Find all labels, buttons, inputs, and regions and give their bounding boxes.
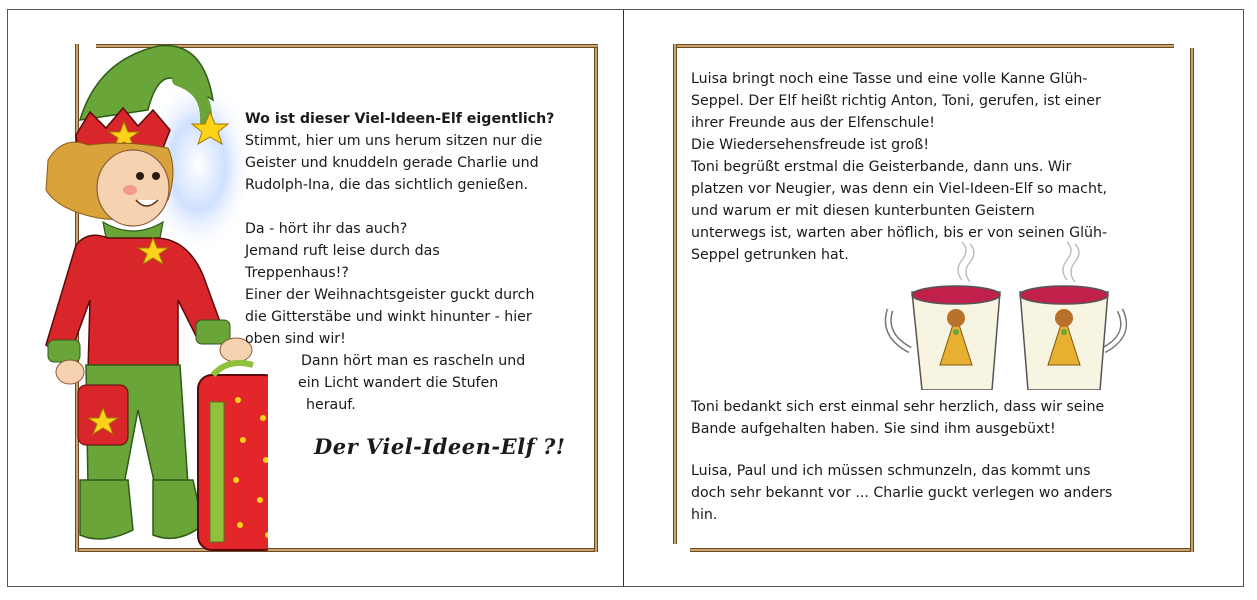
left-p2-line6: oben sind wir! <box>245 331 346 347</box>
left-p2-line2: Jemand ruft leise durch das <box>245 243 440 259</box>
left-p3-line3: herauf. <box>306 397 356 413</box>
right-p1-line7: und warum er mit diesen kunterbunten Geistern <box>691 203 1035 219</box>
picture-book-spread <box>7 9 1244 587</box>
left-p1-line1: Stimmt, hier um uns herum sitzen nur die <box>245 133 543 149</box>
right-p1-line6: platzen vor Neugier, was denn ein Viel-Ideen-Elf so macht, <box>691 181 1108 197</box>
left-p2-line3: Treppenhaus!? <box>245 265 349 281</box>
frame-bottom-right <box>690 548 1194 552</box>
left-p1-line3: Rudolph-Ina, die das sichtlich genießen. <box>245 177 529 193</box>
right-page <box>624 10 1244 586</box>
left-p3-line1: Dann hört man es rascheln und <box>301 353 526 369</box>
right-p1-line4: Die Wiedersehensfreude ist groß! <box>691 137 930 153</box>
right-p1-line1: Luisa bringt noch eine Tasse und eine volle Kanne Glüh- <box>691 71 1088 87</box>
right-p2-line2: Bande aufgehalten haben. Sie sind ihm ausgebüxt! <box>691 421 1056 437</box>
right-p2-line1: Toni bedankt sich erst einmal sehr herzlich, dass wir seine <box>691 399 1105 415</box>
right-p3-line1: Luisa, Paul und ich müssen schmunzeln, das kommt uns <box>691 463 1091 479</box>
left-p2-line5: die Gitterstäbe und winkt hinunter - hier <box>245 309 532 325</box>
left-heading: Wo ist dieser Viel-Ideen-Elf eigentlich? <box>245 111 555 127</box>
right-p1-line3: ihrer Freunde aus der Elfenschule! <box>691 115 935 131</box>
left-p2-line1: Da - hört ihr das auch? <box>245 221 408 237</box>
right-p3-line2: doch sehr bekannt vor ... Charlie guckt verlegen wo anders <box>691 485 1113 501</box>
frame-right-right <box>1190 48 1194 552</box>
right-p1-line8: unterwegs ist, warten aber höflich, bis er von seinen Glüh- <box>691 225 1108 241</box>
frame-left-right <box>673 44 677 544</box>
elf-illustration <box>28 40 268 560</box>
right-p1-line2: Seppel. Der Elf heißt richtig Anton, Toni, gerufen, ist einer <box>691 93 1101 109</box>
right-p1-line5: Toni begrüßt erstmal die Geisterbande, dann uns. Wir <box>691 159 1072 175</box>
left-p3-line2: ein Licht wandert die Stufen <box>298 375 499 391</box>
story-title: Der Viel-Ideen-Elf ?! <box>314 434 566 459</box>
left-p2-line4: Einer der Weihnachtsgeister guckt durch <box>245 287 535 303</box>
frame-right <box>594 48 598 552</box>
right-p3-line3: hin. <box>691 507 718 523</box>
frame-top-right <box>673 44 1174 48</box>
mugs-illustration <box>882 240 1152 390</box>
left-page <box>8 10 623 586</box>
left-p1-line2: Geister und knuddeln gerade Charlie und <box>245 155 539 171</box>
right-p1-line9: Seppel getrunken hat. <box>691 247 849 263</box>
